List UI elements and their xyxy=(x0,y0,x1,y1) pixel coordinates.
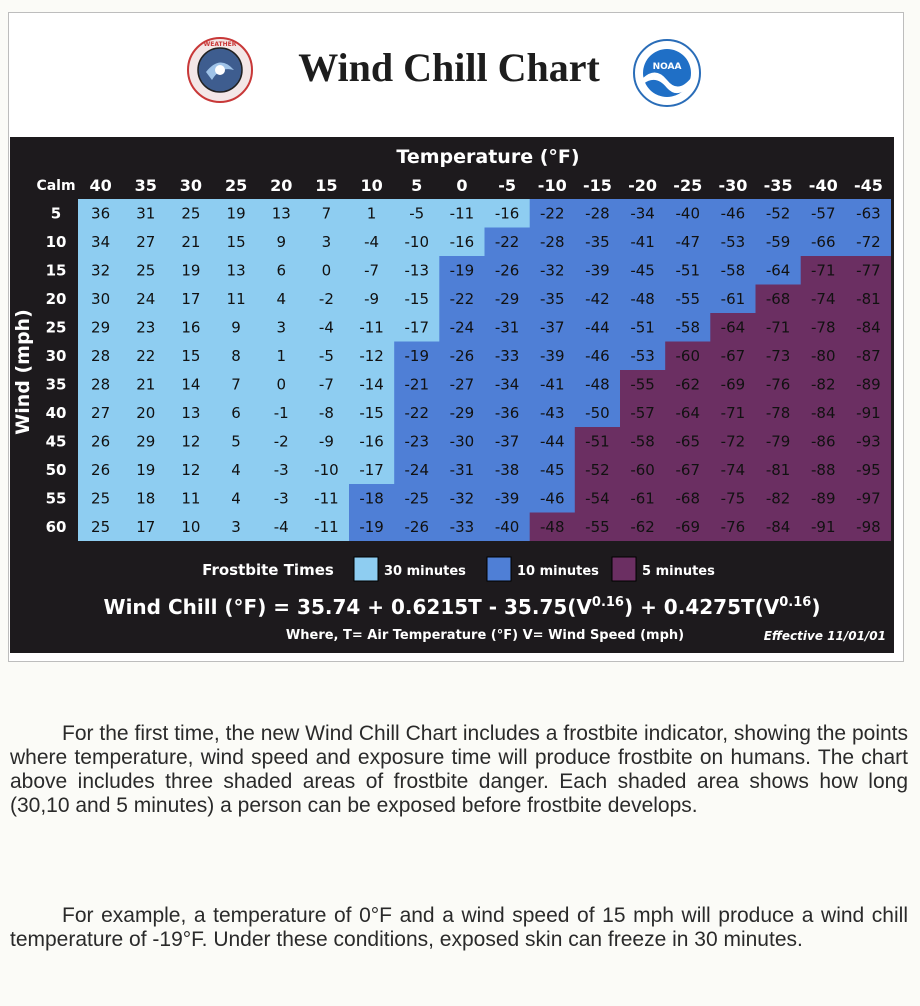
wind-chill-cell: -72 xyxy=(856,233,881,251)
wind-chill-cell: -60 xyxy=(630,461,655,479)
wind-chill-cell: -44 xyxy=(585,318,610,337)
wind-chill-cell: -87 xyxy=(856,347,881,365)
wind-chill-cell: 3 xyxy=(321,233,332,251)
wind-chill-cell: 9 xyxy=(231,318,241,337)
wind-chill-cell: -41 xyxy=(630,233,655,251)
wind-chill-cell: -23 xyxy=(404,432,429,451)
wind-chill-cell: -33 xyxy=(494,347,520,365)
wind-chill-cell: -29 xyxy=(494,290,520,308)
wind-chill-cell: -47 xyxy=(675,233,700,251)
wind-chill-cell: 4 xyxy=(231,489,241,508)
wind-chill-cell: -33 xyxy=(449,518,475,536)
wind-chill-cell: -10 xyxy=(314,461,339,479)
wind-chill-cell: 6 xyxy=(276,261,287,280)
wind-chill-cell: -58 xyxy=(720,261,746,280)
wind-chill-cell: -55 xyxy=(630,375,655,394)
wind-chill-cell: -22 xyxy=(540,204,565,223)
wind-chill-cell: 21 xyxy=(136,375,156,394)
wind-chill-cell: -80 xyxy=(811,347,836,365)
wind-chill-cell: -46 xyxy=(720,204,746,223)
wind-chill-cell: -42 xyxy=(585,290,610,308)
wind-chill-cell: -15 xyxy=(359,404,384,422)
wind-chill-cell: -45 xyxy=(540,461,565,479)
wind-chill-cell: 10 xyxy=(181,518,201,536)
wind-chill-cell: -51 xyxy=(675,261,700,280)
wind-chill-cell: -5 xyxy=(409,204,425,223)
wind-chill-cell: 19 xyxy=(136,461,156,479)
wind-tick: 60 xyxy=(45,518,67,536)
wind-chill-cell: -24 xyxy=(449,318,475,337)
wind-chill-cell: -31 xyxy=(494,318,520,337)
wind-chill-cell: -48 xyxy=(585,375,610,394)
wind-chill-cell: -35 xyxy=(540,290,565,308)
wind-chill-cell: -17 xyxy=(359,461,384,479)
wind-tick: 50 xyxy=(45,461,67,479)
wind-tick: 10 xyxy=(45,233,67,251)
wind-chill-cell: -68 xyxy=(765,290,791,308)
wind-chill-cell: 27 xyxy=(91,404,111,422)
wind-chill-cell: 25 xyxy=(181,204,201,223)
wind-chill-cell: -73 xyxy=(765,347,791,365)
wind-chill-cell: -97 xyxy=(856,489,881,508)
wind-chill-cell: -62 xyxy=(675,375,700,394)
wind-chill-cell: -9 xyxy=(364,290,380,308)
wind-chill-cell: -11 xyxy=(359,318,384,337)
wind-chill-cell: 7 xyxy=(321,204,332,223)
wind-chill-cell: 4 xyxy=(276,290,287,308)
wind-chill-cell: -39 xyxy=(585,261,610,280)
wind-chill-cell: 26 xyxy=(91,432,111,451)
wind-chill-cell: -74 xyxy=(720,461,746,479)
wind-chill-cell: 4 xyxy=(231,461,241,479)
wind-chill-cell: -19 xyxy=(404,347,429,365)
wind-chill-cell: -26 xyxy=(449,347,475,365)
formula-where: Where, T= Air Temperature (°F) V= Wind Speed (mph) xyxy=(285,628,685,643)
wind-tick: 55 xyxy=(45,489,67,508)
wind-chill-cell: -53 xyxy=(720,233,746,251)
wind-chill-cell: -14 xyxy=(359,375,384,394)
wind-chill-cell: 15 xyxy=(181,347,201,365)
wind-chill-cell: -9 xyxy=(318,432,334,451)
wind-chill-cell: -78 xyxy=(765,404,791,422)
wind-chill-cell: 3 xyxy=(231,518,241,536)
wind-chill-cell: -65 xyxy=(675,432,700,451)
temperature-tick: -25 xyxy=(673,176,703,195)
wind-chill-cell: -61 xyxy=(720,290,746,308)
wind-chill-cell: -91 xyxy=(811,518,836,536)
wind-chill-cell: -48 xyxy=(630,290,655,308)
temperature-tick: -45 xyxy=(853,176,883,195)
wind-chill-cell: -38 xyxy=(494,461,520,479)
wind-chill-cell: -8 xyxy=(318,404,334,422)
wind-chill-cell: -17 xyxy=(404,318,429,337)
wind-chill-cell: -16 xyxy=(494,204,520,223)
wind-chill-cell: -51 xyxy=(585,432,610,451)
wind-chill-cell: -18 xyxy=(359,489,384,508)
wind-chill-cell: -7 xyxy=(364,261,380,280)
wind-chill-cell: -37 xyxy=(494,432,520,451)
wind-chill-cell: -34 xyxy=(494,375,520,394)
wind-chill-cell: -41 xyxy=(540,375,565,394)
formula: Wind Chill $(^\circ F) = 35.74 + 0.6215T - 35.75(V^{0.16}) + 0.4275T(V^{0.16})$ xyxy=(103,595,821,619)
wind-chill-cell: -2 xyxy=(318,290,334,308)
wind-chill-cell: 21 xyxy=(181,233,201,251)
wind-chill-cell: -11 xyxy=(449,204,475,223)
wind-chill-cell: -58 xyxy=(675,318,700,337)
wind-chill-cell: 13 xyxy=(181,404,201,422)
wind-chill-cell: -27 xyxy=(449,375,475,394)
legend-swatch xyxy=(487,557,511,581)
wind-chill-cell: 32 xyxy=(91,261,111,280)
wind-chill-cell: -29 xyxy=(449,404,475,422)
svg-text:WEATHER: WEATHER xyxy=(203,41,237,48)
wind-chill-cell: -89 xyxy=(856,375,881,394)
wind-chill-cell: -4 xyxy=(318,318,334,337)
temperature-tick: 25 xyxy=(224,176,248,195)
wind-chill-cell: 17 xyxy=(181,290,201,308)
wind-chill-cell: 9 xyxy=(276,233,287,251)
wind-chill-cell: 20 xyxy=(136,404,156,422)
wind-chill-cell: 25 xyxy=(91,518,111,536)
wind-chill-cell: -64 xyxy=(675,404,700,422)
wind-chill-cell: 6 xyxy=(231,404,241,422)
wind-chill-cell: -39 xyxy=(494,489,520,508)
wind-chill-cell: 14 xyxy=(181,375,201,394)
wind-chill-cell: -52 xyxy=(765,204,791,223)
wind-chill-cell: 28 xyxy=(91,347,111,365)
wind-chill-cell: -76 xyxy=(720,518,746,536)
wind-chill-cell: 29 xyxy=(136,432,156,451)
wind-chill-cell: 15 xyxy=(226,233,246,251)
temperature-axis-label: Temperature (°F) xyxy=(396,146,580,168)
wind-chill-cell: 34 xyxy=(91,233,111,251)
wind-chill-cell: -91 xyxy=(856,404,881,422)
wind-chill-cell: -79 xyxy=(765,432,791,451)
wind-chill-cell: -58 xyxy=(630,432,655,451)
chart-title: Wind Chill Chart xyxy=(298,45,600,90)
wind-chill-cell: 25 xyxy=(136,261,156,280)
wind-tick: 25 xyxy=(45,318,67,337)
wind-chill-cell: -95 xyxy=(856,461,881,479)
wind-chill-cell: 12 xyxy=(181,461,201,479)
wind-chill-cell: -86 xyxy=(811,432,836,451)
wind-chill-cell: -59 xyxy=(765,233,791,251)
wind-chill-cell: -84 xyxy=(856,318,881,337)
wind-chill-cell: -7 xyxy=(318,375,334,394)
wind-chill-cell: -30 xyxy=(449,432,475,451)
temperature-tick: 35 xyxy=(134,176,157,195)
wind-chill-cell: -32 xyxy=(540,261,565,280)
wind-chill-cell: -48 xyxy=(540,518,565,536)
wind-chill-cell: -71 xyxy=(811,261,836,280)
temperature-tick: 10 xyxy=(360,176,383,195)
wind-chill-cell: -1 xyxy=(273,404,289,422)
wind-chill-cell: -40 xyxy=(675,204,700,223)
wind-chill-cell: -26 xyxy=(494,261,520,280)
wind-tick: 30 xyxy=(45,347,67,365)
wind-axis-label: Wind (mph) xyxy=(12,309,34,435)
wind-chill-cell: -66 xyxy=(811,233,836,251)
legend-label: 5 minutes xyxy=(642,564,715,579)
wind-chill-cell: -4 xyxy=(364,233,380,251)
legend-swatch xyxy=(612,557,636,581)
wind-chill-cell: -76 xyxy=(765,375,791,394)
temperature-tick: 20 xyxy=(270,176,293,195)
wind-chill-cell: -16 xyxy=(359,432,384,451)
wind-chill-cell: -32 xyxy=(449,489,475,508)
wind-chill-cell: 36 xyxy=(91,204,111,223)
wind-chill-cell: 11 xyxy=(226,290,246,308)
wind-chill-cell: -31 xyxy=(449,461,475,479)
wind-chill-cell: -22 xyxy=(404,404,429,422)
wind-chill-cell: -35 xyxy=(585,233,610,251)
wind-chill-cell: -3 xyxy=(273,489,289,508)
wind-chill-cell: -46 xyxy=(585,347,610,365)
effective-date: Effective 11/01/01 xyxy=(763,629,886,643)
wind-chill-cell: 28 xyxy=(91,375,111,394)
wind-chill-cell: -89 xyxy=(811,489,836,508)
wind-chill-cell: -75 xyxy=(720,489,746,508)
wind-chill-cell: 8 xyxy=(231,347,241,365)
wind-chill-cell: 0 xyxy=(276,375,287,394)
wind-chill-cell: -25 xyxy=(404,489,429,508)
wind-chill-cell: -50 xyxy=(585,404,610,422)
wind-chill-cell: -45 xyxy=(630,261,655,280)
wind-chill-cell: -21 xyxy=(404,375,429,394)
wind-chill-cell: -53 xyxy=(630,347,655,365)
wind-chill-cell: 31 xyxy=(136,204,156,223)
wind-chill-cell: 12 xyxy=(181,432,201,451)
wind-chill-cell: 24 xyxy=(136,290,156,308)
wind-chill-cell: 1 xyxy=(366,204,377,223)
wind-chill-cell: -64 xyxy=(720,318,746,337)
wind-chill-cell: -68 xyxy=(675,489,700,508)
wind-tick: 15 xyxy=(45,261,67,280)
wind-tick: 5 xyxy=(50,204,62,223)
wind-chill-cell: 19 xyxy=(181,261,201,280)
legend-label: 30 minutes xyxy=(384,564,466,579)
temperature-tick: 5 xyxy=(411,176,423,195)
temperature-tick: -15 xyxy=(582,176,612,195)
wind-chill-cell: -72 xyxy=(720,432,746,451)
wind-chill-cell: -69 xyxy=(675,518,700,536)
wind-tick: 45 xyxy=(45,432,67,451)
wind-chill-cell: -39 xyxy=(540,347,565,365)
wind-chill-cell: -10 xyxy=(404,233,429,251)
wind-chill-cell: 27 xyxy=(136,233,156,251)
wind-chill-cell: 0 xyxy=(321,261,332,280)
wind-chill-cell: -11 xyxy=(314,489,339,508)
wind-chill-cell: -81 xyxy=(765,461,791,479)
wind-chill-cell: -54 xyxy=(585,489,610,508)
wind-chill-cell: -11 xyxy=(314,518,339,536)
wind-chill-cell: -63 xyxy=(856,204,881,223)
temperature-tick: 30 xyxy=(179,176,203,195)
wind-chill-cell: 11 xyxy=(181,489,201,508)
wind-chill-cell: -5 xyxy=(318,347,334,365)
wind-chill-cell: -34 xyxy=(630,204,655,223)
wind-chill-cell: -16 xyxy=(449,233,475,251)
wind-chill-cell: -13 xyxy=(404,261,429,280)
wind-chill-cell: 5 xyxy=(231,432,241,451)
wind-chill-cell: 13 xyxy=(271,204,291,223)
wind-chill-cell: 22 xyxy=(136,347,156,365)
wind-chill-cell: -93 xyxy=(856,432,881,451)
wind-chill-cell: -82 xyxy=(765,489,791,508)
legend-title: Frostbite Times xyxy=(202,561,334,579)
wind-chill-cell: -28 xyxy=(540,233,565,251)
wind-chill-cell: -43 xyxy=(540,404,565,422)
calm-label: Calm xyxy=(36,178,76,194)
wind-chill-cell: -82 xyxy=(811,375,836,394)
wind-chill-cell: -74 xyxy=(811,290,836,308)
temperature-tick: -30 xyxy=(718,176,748,195)
wind-chill-cell: 1 xyxy=(276,347,287,365)
wind-chill-cell: -64 xyxy=(765,261,791,280)
wind-chill-cell: -22 xyxy=(449,290,475,308)
wind-chill-cell: -77 xyxy=(856,261,881,280)
wind-chill-cell: 30 xyxy=(91,290,111,308)
wind-chill-cell: -51 xyxy=(630,318,655,337)
wind-chill-cell: -88 xyxy=(811,461,836,479)
wind-chill-cell: -52 xyxy=(585,461,610,479)
wind-chill-cell: -55 xyxy=(675,290,700,308)
wind-chill-cell: 19 xyxy=(226,204,246,223)
wind-chill-cell: -61 xyxy=(630,489,655,508)
wind-chill-cell: 25 xyxy=(91,489,111,508)
wind-chill-cell: -44 xyxy=(540,432,565,451)
wind-chill-cell: -24 xyxy=(404,461,429,479)
wind-chill-cell: -84 xyxy=(765,518,791,536)
wind-chill-cell: -57 xyxy=(811,204,836,223)
wind-chill-cell: -22 xyxy=(494,233,520,251)
wind-chill-cell: -71 xyxy=(720,404,746,422)
wind-chill-cell: -46 xyxy=(540,489,565,508)
wind-chill-cell: -3 xyxy=(273,461,289,479)
wind-chill-cell: -19 xyxy=(359,518,384,536)
wind-chill-cell: -36 xyxy=(494,404,520,422)
wind-chill-cell: -55 xyxy=(585,518,610,536)
temperature-tick: -5 xyxy=(498,176,516,195)
wind-tick: 20 xyxy=(45,290,67,308)
wind-chill-cell: -28 xyxy=(585,204,610,223)
temperature-tick: 15 xyxy=(315,176,338,195)
wind-chill-cell: 7 xyxy=(231,375,241,394)
wind-tick: 35 xyxy=(45,375,67,394)
wind-chill-cell: -40 xyxy=(494,518,520,536)
temperature-tick: -10 xyxy=(537,176,567,195)
wind-chill-cell: 16 xyxy=(181,318,201,337)
paragraph-intro: For the first time, the new Wind Chill Chart includes a frostbite indicator, showing the points where temperature, wind speed and exposure time will produce frostbite on humans. The chart above includes three shaded areas of frostbite danger. Each shaded area shows how long (30,10 and 5 minutes) a person can be exposed before frostbite develops. xyxy=(10,722,908,817)
wind-chill-cell: 3 xyxy=(276,318,287,337)
wind-chill-cell: -69 xyxy=(720,375,746,394)
wind-chill-cell: -62 xyxy=(630,518,655,536)
temperature-tick: -40 xyxy=(808,176,838,195)
legend-label: 10 minutes xyxy=(517,564,599,579)
wind-chill-cell: -84 xyxy=(811,404,836,422)
wind-chill-cell: -4 xyxy=(273,518,289,536)
legend-swatch xyxy=(354,557,378,581)
wind-chill-cell: 26 xyxy=(91,461,111,479)
wind-chill-cell: -2 xyxy=(273,432,289,451)
temperature-tick: -20 xyxy=(628,176,658,195)
wind-chill-cell: -60 xyxy=(675,347,700,365)
wind-chill-cell: -78 xyxy=(811,318,836,337)
wind-chill-cell: -15 xyxy=(404,290,429,308)
wind-chill-cell: 18 xyxy=(136,489,156,508)
wind-chill-cell: -26 xyxy=(404,518,429,536)
wind-chill-cell: -37 xyxy=(540,318,565,337)
wind-chill-cell: -19 xyxy=(449,261,475,280)
paragraph-example: For example, a temperature of 0°F and a wind speed of 15 mph will produce a wind chill temperature of -19°F. Under these conditions, exposed skin can freeze in 30 minutes. xyxy=(10,904,908,951)
wind-chill-cell: -57 xyxy=(630,404,655,422)
wind-chill-cell: -67 xyxy=(720,347,746,365)
wind-chill-cell: -81 xyxy=(856,290,881,308)
wind-chill-cell: 29 xyxy=(91,318,111,337)
wind-chill-cell: -98 xyxy=(856,518,881,536)
temperature-tick: -35 xyxy=(763,176,793,195)
temperature-tick: 0 xyxy=(456,176,468,195)
svg-text:NOAA: NOAA xyxy=(652,62,682,72)
wind-chill-cell: -67 xyxy=(675,461,700,479)
wind-chill-cell: -12 xyxy=(359,347,384,365)
wind-chill-cell: -71 xyxy=(765,318,791,337)
wind-tick: 40 xyxy=(45,404,67,422)
wind-chill-cell: 23 xyxy=(136,318,156,337)
temperature-tick: 40 xyxy=(89,176,112,195)
wind-chill-cell: 13 xyxy=(226,261,246,280)
wind-chill-cell: 17 xyxy=(136,518,156,536)
